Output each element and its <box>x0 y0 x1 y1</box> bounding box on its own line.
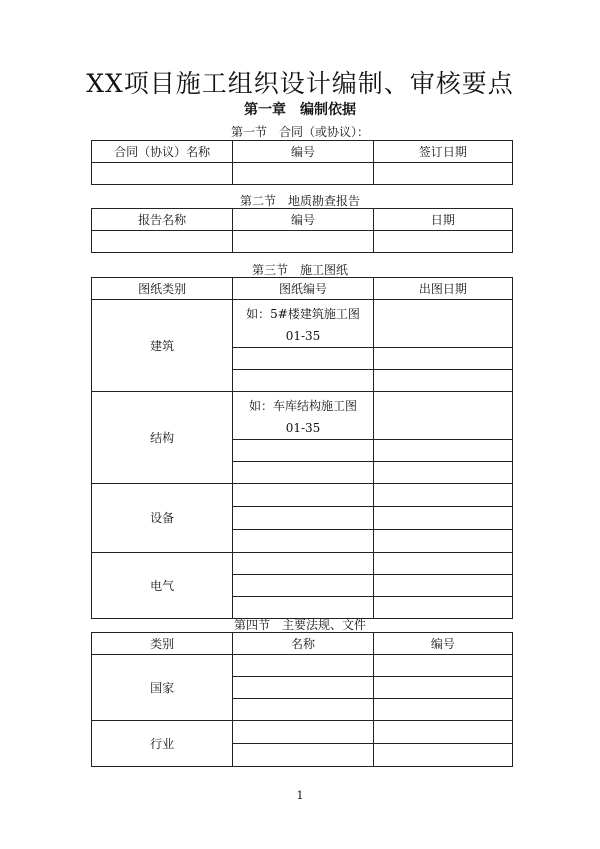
table-cell[interactable] <box>373 530 512 553</box>
header-category: 类别 <box>92 633 233 655</box>
table-cell[interactable] <box>233 655 373 677</box>
table-cell[interactable] <box>373 507 512 530</box>
example-line-2: 01-35 <box>285 421 321 435</box>
category-equipment: 设备 <box>92 484 233 553</box>
table-cell[interactable] <box>373 370 512 392</box>
table-cell[interactable] <box>373 300 512 348</box>
header-report-name: 报告名称 <box>92 209 233 231</box>
example-structure-drawing[interactable] <box>233 392 373 440</box>
table-cell[interactable] <box>92 231 233 253</box>
table-cell[interactable] <box>233 530 373 553</box>
section-4-title: 第四节 主要法规、文件 <box>233 618 366 632</box>
table-cell[interactable] <box>92 163 233 185</box>
example-line-2: 01-35 <box>285 329 321 343</box>
example-line-1: 如：5#楼建筑施工图 <box>246 307 360 321</box>
category-architecture: 建筑 <box>92 300 233 392</box>
page-number: 1 <box>296 789 304 802</box>
table-cell[interactable] <box>233 163 373 185</box>
header-name: 名称 <box>233 633 373 655</box>
header-drawing-number: 图纸编号 <box>233 278 373 300</box>
table-cell[interactable] <box>233 462 373 484</box>
table-cell[interactable] <box>233 370 373 392</box>
table-cell[interactable] <box>373 462 512 484</box>
table-cell[interactable] <box>373 392 512 440</box>
header-drawing-category: 图纸类别 <box>92 278 233 300</box>
geology-report-table <box>91 208 513 253</box>
table-cell[interactable] <box>233 440 373 462</box>
table-cell[interactable] <box>233 507 373 530</box>
table-cell[interactable] <box>373 163 512 185</box>
drawings-table <box>91 277 513 619</box>
chapter-heading: 第一章 编制依据 <box>244 102 356 118</box>
table-cell[interactable] <box>233 721 373 744</box>
table-cell[interactable] <box>373 721 512 744</box>
regulations-table <box>91 632 513 767</box>
header-sign-date: 签订日期 <box>373 141 512 163</box>
table-cell[interactable] <box>233 699 373 721</box>
table-cell[interactable] <box>233 348 373 370</box>
table-cell[interactable] <box>373 553 512 575</box>
table-cell[interactable] <box>233 744 373 767</box>
table-cell[interactable] <box>373 440 512 462</box>
table-cell[interactable] <box>373 348 512 370</box>
header-number: 编号 <box>233 209 373 231</box>
table-cell[interactable] <box>373 575 512 597</box>
document-title: XX项目施工组织设计编制、审核要点 <box>86 69 514 98</box>
category-structure: 结构 <box>92 392 233 484</box>
example-architecture-drawing[interactable] <box>233 300 373 348</box>
section-3-title: 第三节 施工图纸 <box>251 263 348 277</box>
table-cell[interactable] <box>373 231 512 253</box>
table-cell[interactable] <box>373 484 512 507</box>
table-cell[interactable] <box>233 553 373 575</box>
table-cell[interactable] <box>233 484 373 507</box>
table-cell[interactable] <box>233 677 373 699</box>
contract-table <box>91 140 513 185</box>
header-number: 编号 <box>233 141 373 163</box>
category-industry: 行业 <box>92 721 233 767</box>
section-1-title: 第一节 合同（或协议）： <box>230 125 369 139</box>
table-cell[interactable] <box>233 231 373 253</box>
header-date: 日期 <box>373 209 512 231</box>
table-cell[interactable] <box>373 655 512 677</box>
category-electrical: 电气 <box>92 553 233 619</box>
header-number: 编号 <box>373 633 512 655</box>
section-2-title: 第二节 地质勘查报告 <box>239 194 360 208</box>
table-cell[interactable] <box>233 575 373 597</box>
header-issue-date: 出图日期 <box>373 278 512 300</box>
header-contract-name: 合同（协议）名称 <box>92 141 233 163</box>
table-cell[interactable] <box>373 744 512 767</box>
example-line-1: 如：车库结构施工图 <box>248 399 357 413</box>
category-national: 国家 <box>92 655 233 721</box>
table-cell[interactable] <box>373 699 512 721</box>
table-cell[interactable] <box>373 677 512 699</box>
